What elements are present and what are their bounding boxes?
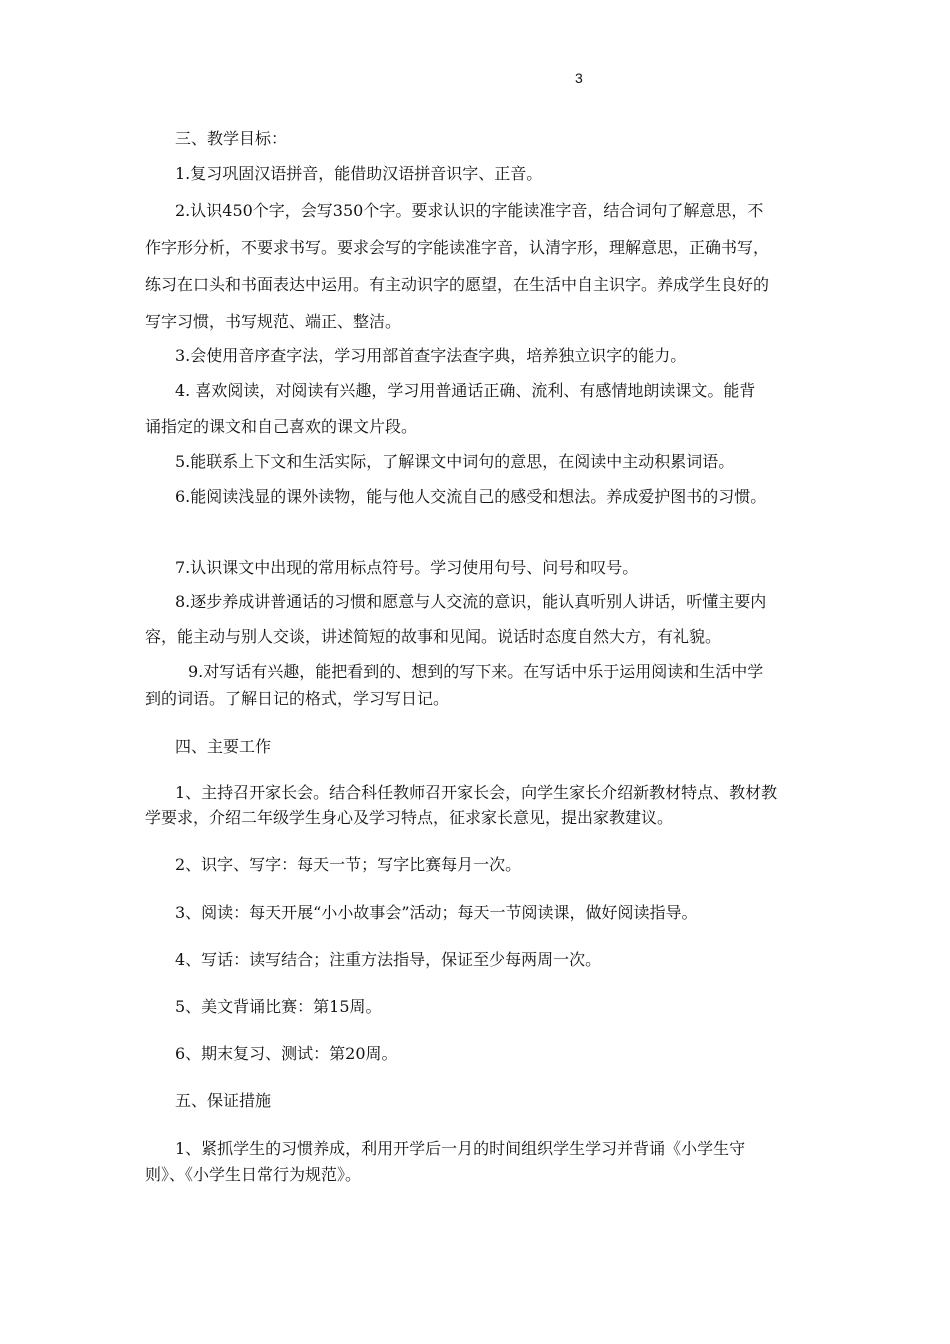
paragraph-line: 1.复习巩固汉语拼音，能借助汉语拼音识字、正音。 <box>175 164 543 183</box>
paragraph-line: 4. 喜欢阅读，对阅读有兴趣，学习用普通话正确、流利、有感情地朗读课文。能背 <box>175 381 756 400</box>
paragraph-line: 写字习惯，书写规范、端正、整洁。 <box>145 312 402 331</box>
paragraph-line: 3、阅读：每天开展“小小故事会”活动；每天一节阅读课，做好阅读指导。 <box>175 903 698 922</box>
paragraph-line: 9.对写话有兴趣，能把看到的、想到的写下来。在写话中乐于运用阅读和生活中学 <box>188 662 764 681</box>
paragraph-line: 5.能联系上下文和生活实际，了解课文中词句的意思，在阅读中主动积累词语。 <box>175 452 735 471</box>
paragraph-line: 8.逐步养成讲普通话的习惯和愿意与人交流的意识，能认真听别人讲话，听懂主要内 <box>175 592 767 611</box>
paragraph-line: 2.认识450个字，会写350个字。要求认识的字能读准字音，结合词句了解意思，不 <box>175 201 764 220</box>
paragraph-line: 3.会使用音序查字法，学习用部首查字法查字典，培养独立识字的能力。 <box>175 346 687 365</box>
paragraph-line: 6.能阅读浅显的课外读物，能与他人交流自己的感受和想法。养成爱护图书的习惯。 <box>175 487 767 506</box>
paragraph-line: 作字形分析，不要求书写。要求会写的字能读准字音，认清字形，理解意思，正确书写， <box>145 238 770 257</box>
page-number: 3 <box>575 70 583 86</box>
paragraph-line: 到的词语。了解日记的格式，学习写日记。 <box>145 689 450 708</box>
paragraph-line: 则》、《小学生日常行为规范》。 <box>145 1165 362 1184</box>
paragraph-line: 6、期末复习、测试：第20周。 <box>175 1044 398 1063</box>
paragraph-line: 1、紧抓学生的习惯养成，利用开学后一月的时间组织学生学习并背诵《小学生守 <box>175 1139 746 1158</box>
section-heading: 三、教学目标： <box>175 129 288 148</box>
paragraph-line: 诵指定的课文和自己喜欢的课文片段。 <box>145 417 418 436</box>
paragraph-line: 学要求，介绍二年级学生身心及学习特点，征求家长意见，提出家教建议。 <box>145 808 674 827</box>
paragraph-line: 7.认识课文中出现的常用标点符号。学习使用句号、问号和叹号。 <box>175 558 639 577</box>
paragraph-line: 5、美文背诵比赛：第15周。 <box>175 997 382 1016</box>
paragraph-line: 练习在口头和书面表达中运用。有主动识字的愿望，在生活中自主识字。养成学生良好的 <box>145 275 770 294</box>
paragraph-line: 2、识字、写字：每天一节；写字比赛每月一次。 <box>175 855 522 874</box>
paragraph-line: 容，能主动与别人交谈，讲述简短的故事和见闻。说话时态度自然大方，有礼貌。 <box>145 627 722 646</box>
paragraph-line: 1、主持召开家长会。结合科任教师召开家长会，向学生家长介绍新教材特点、教材教 <box>175 783 778 802</box>
section-heading: 四、主要工作 <box>175 737 272 756</box>
section-heading: 五、保证措施 <box>175 1091 272 1110</box>
paragraph-line: 4、写话：读写结合；注重方法指导，保证至少每两周一次。 <box>175 950 602 969</box>
